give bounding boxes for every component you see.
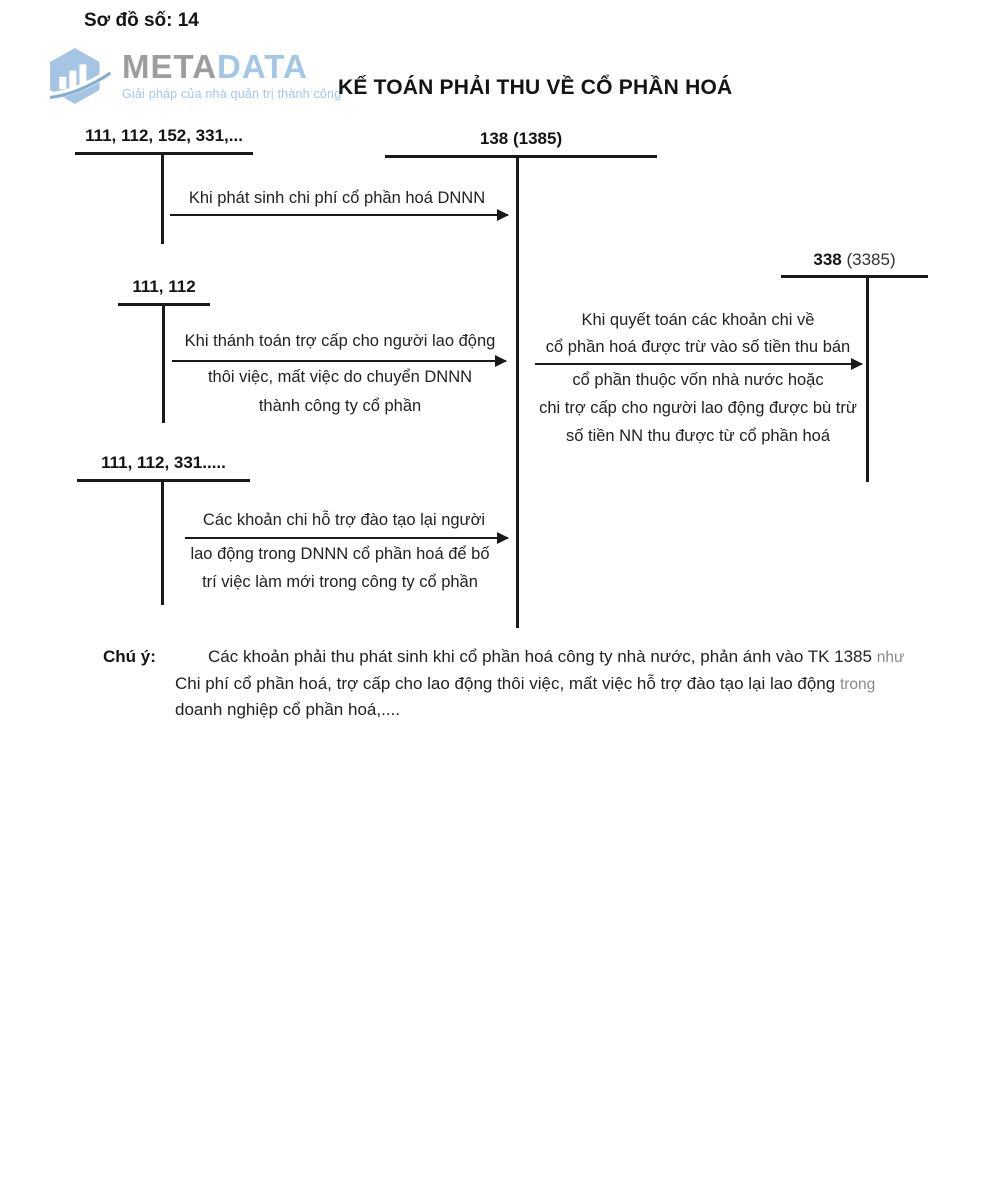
flow-label: Các khoản chi hỗ trợ đào tạo lại người <box>202 511 486 529</box>
t-account-top-line <box>781 275 928 278</box>
t-account-top-line <box>75 152 253 155</box>
flow-label: Khi quyết toán các khoản chi về <box>581 311 815 329</box>
note-line-1 <box>208 647 904 667</box>
t-account-stem-line <box>516 155 519 628</box>
logo-text <box>122 42 341 101</box>
flow-label: cổ phần thuộc vốn nhà nước hoặc <box>572 371 824 389</box>
logo-tagline: Giải pháp của nhà quản trị thành công <box>122 87 342 101</box>
note-line-3 <box>175 700 400 720</box>
account-label-111-112: 111, 112 <box>132 277 196 296</box>
t-account-stem-line <box>161 152 164 244</box>
flow-label: thành công ty cổ phần <box>258 397 422 415</box>
flow-label: số tiền NN thu được từ cổ phần hoá <box>565 427 831 445</box>
flow-arrow <box>535 363 862 365</box>
account-label-111-112-331: 111, 112, 331..... <box>101 453 226 472</box>
note-text-faded: trong <box>839 676 876 693</box>
flow-label: trí việc làm mới trong công ty cổ phần <box>202 573 478 591</box>
flow-label: cổ phần hoá được trừ vào số tiền thu bán <box>545 338 851 356</box>
flow-arrow <box>172 360 506 362</box>
logo-brand-data: DATA <box>217 48 308 85</box>
flow-label: Khi thánh toán trợ cấp cho người lao động <box>184 332 496 350</box>
note-text: doanh nghiệp cổ phần hoá,.... <box>175 700 400 719</box>
logo-hexagon-chart-icon <box>50 42 112 110</box>
flow-label: chi trợ cấp cho người lao động được bù trừ <box>539 399 857 417</box>
t-account-stem-line <box>162 303 165 423</box>
t-account-top-line <box>385 155 657 158</box>
note-text: Các khoản phải thu phát sinh khi cổ phần hoá công ty nhà nước, phản ánh vào TK 1385 <box>208 647 872 666</box>
note-line-2 <box>175 674 875 694</box>
flow-label: Khi phát sinh chi phí cổ phần hoá DNNN <box>188 189 486 207</box>
flow-label: thôi việc, mất việc do chuyển DNNN <box>207 368 473 386</box>
t-account-stem-line <box>161 479 164 605</box>
flow-label: lao động trong DNNN cổ phần hoá để bố <box>190 545 490 563</box>
note-label: Chú ý: <box>103 647 156 666</box>
diagram-number: Sơ đồ số: 14 <box>84 10 199 31</box>
account-label-138-1385: 138 (1385) <box>479 129 563 148</box>
note-text-faded: như <box>876 649 905 666</box>
metadata-logo <box>50 42 341 110</box>
note-text: Chi phí cổ phần hoá, trợ cấp cho lao động thôi việc, mất việc hỗ trợ đào tạo lại lao động <box>175 674 836 693</box>
account-label-338-3385 <box>781 250 928 270</box>
page-title: KẾ TOÁN PHẢI THU VỀ CỔ PHẦN HOÁ <box>338 76 733 99</box>
flow-arrow <box>185 537 508 539</box>
account-number: 338 <box>813 250 842 269</box>
logo-brand <box>122 50 341 83</box>
account-subnumber: (3385) <box>846 250 896 269</box>
logo-brand-meta: META <box>122 48 218 85</box>
flow-arrow <box>170 214 508 216</box>
account-label-111-112-152-331: 111, 112, 152, 331,... <box>85 126 243 145</box>
